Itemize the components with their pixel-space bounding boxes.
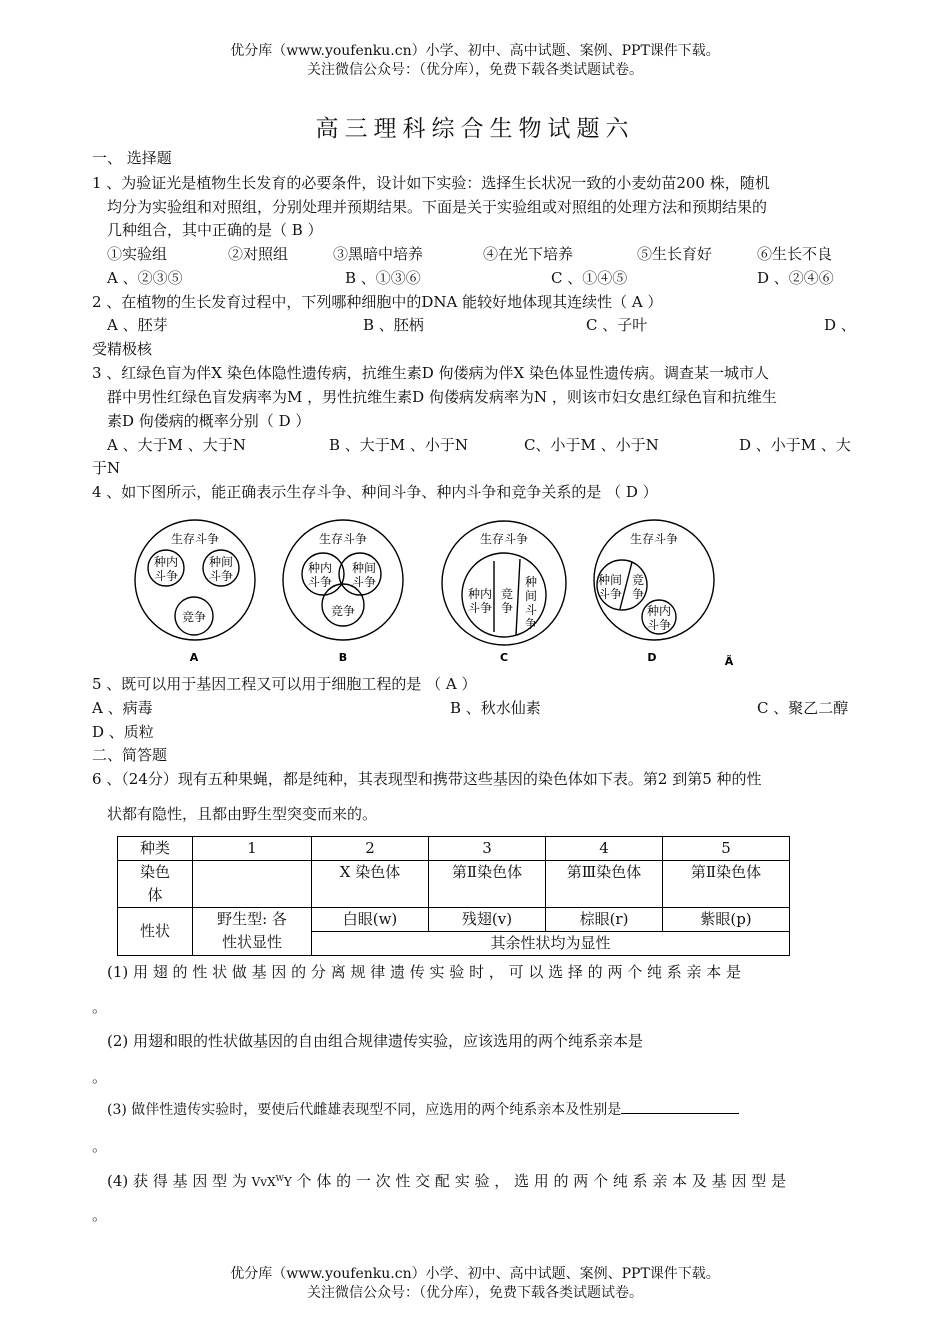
diagram-c-outer-label: 生存斗争: [479, 532, 529, 546]
q1-item-5: ⑤生长育好: [637, 245, 713, 263]
header-line-1: 优分库（www.youfenku.cn）小学、初中、高中试题、案例、PPT课件下载。: [230, 43, 720, 59]
diagram-c-right-1: 种: [524, 575, 538, 589]
q6-sub-4-b: 个 体 的 一 次 性 交 配 实 验 ， 选 用 的 两 个 纯 系 亲 本 及 基 因 型 是: [291, 1172, 786, 1190]
q2-option-c: C 、子叶: [586, 316, 648, 334]
q2-option-b: B 、胚柄: [363, 316, 424, 334]
q3-option-d-cont: 于N: [92, 459, 121, 477]
q5-option-a: A 、病毒: [92, 699, 153, 717]
q6-line-1: 6 、（24分）现有五种果蝇，都是纯种，其表现型和携带这些基因的染色体如下表。第2 到第5 种的性: [92, 770, 762, 788]
q5-option-d: D 、质粒: [92, 723, 154, 741]
table-cell: 残翅(v): [429, 908, 546, 932]
table-cell: 种类: [118, 837, 193, 861]
q6-sub-3-end: 。: [92, 1137, 108, 1155]
diagram-c-divider-2: [516, 559, 520, 635]
q1-item-1: ①实验组: [107, 245, 168, 263]
q6-sub-3: (3) 做伴性遗传实验时，要使后代雌雄表现型不同，应选用的两个纯系亲本及性别是: [107, 1102, 622, 1118]
page-title: 高三理科综合生物试题六: [315, 116, 635, 142]
fruit-fly-table: [117, 836, 790, 956]
chromosome-label-2: 体: [147, 886, 163, 904]
table-cell-trait-label: 性状: [118, 908, 193, 956]
table-cell: X 染色体: [312, 861, 429, 908]
diagram-label-a: A: [189, 651, 199, 664]
diagram-c-mid-1: 竞: [500, 587, 514, 601]
q6-sub-4-a: (4) 获 得 基 因 型 为: [107, 1172, 252, 1190]
footer-line-1: 优分库（www.youfenku.cn）小学、初中、高中试题、案例、PPT课件下载。: [230, 1266, 720, 1282]
table-cell-chromosome-label: [118, 861, 193, 908]
wild-type-line-1: 野生型: 各: [217, 910, 287, 928]
diagram-a-outer-label: 生存斗争: [170, 532, 220, 546]
diagram-a-intra-1: 种内: [153, 555, 179, 569]
diagram-d-small-1: 种内: [646, 604, 672, 618]
q2-option-d: D 、: [824, 316, 856, 334]
q1-item-2: ②对照组: [228, 245, 289, 263]
section-short-answer-heading: 二、简答题: [92, 746, 168, 764]
diagram-label-c: C: [499, 651, 509, 664]
table-cell: 5: [663, 837, 790, 861]
diagram-d-left-1: 种间: [597, 573, 623, 587]
diagram-c-right-2: 间: [524, 589, 538, 603]
table-cell-remaining-dominant: 其余性状均为显性: [312, 932, 790, 956]
table-cell-wild-type: [193, 908, 312, 956]
wild-type-line-2: 性状显性: [221, 933, 282, 951]
table-cell: 4: [546, 837, 663, 861]
table-row: [118, 837, 790, 861]
q3-option-a: A 、大于M 、大于N: [107, 436, 246, 454]
diagram-d-mid-1: 竞: [631, 573, 645, 587]
diagram-b-compete: 竞争: [330, 604, 356, 618]
genotype-sup: W: [275, 1174, 284, 1183]
footer-line-2: 关注微信公众号：（优分库），免费下载各类试题试卷。: [307, 1285, 643, 1301]
diagram-d-small-2: 斗争: [646, 618, 672, 632]
q6-sub-3-line: [107, 1099, 739, 1121]
diagram-d-outer-label: 生存斗争: [629, 532, 679, 546]
table-cell: 第Ⅲ染色体: [546, 861, 663, 908]
diagram-c-mid-2: 争: [500, 601, 514, 615]
q6-sub-4-line: [107, 1168, 786, 1193]
diagram-b-intra-1: 种内: [307, 561, 333, 575]
q3-option-b: B 、大于M 、小于N: [329, 436, 469, 454]
diagram-c-right-3: 斗: [524, 603, 538, 617]
diagram-d-mid-2: 争: [631, 587, 645, 601]
q3-line-2: 群中男性红绿色盲发病率为M ，男性抗维生素D 佝偻病发病率为N ，则该市妇女患红绿色盲和抗维生: [107, 388, 777, 406]
q1-option-b: B 、①③⑥: [345, 269, 421, 287]
q2-option-d-text: 受精极核: [92, 340, 153, 358]
header-line-2: 关注微信公众号：（优分库），免费下载各类试题试卷。: [307, 62, 643, 78]
diagram-a-intra-2: 斗争: [153, 569, 179, 583]
table-cell: 1: [193, 837, 312, 861]
q5-option-b: B 、秋水仙素: [450, 699, 541, 717]
section-choice-heading: 一、 选择题: [92, 149, 172, 167]
q5-option-c: C 、聚乙二醇: [757, 699, 849, 717]
table-cell: 第Ⅱ染色体: [663, 861, 790, 908]
q3-option-d: D 、小于M 、大: [739, 436, 851, 454]
q5-line-1: 5 、既可以用于基因工程又可以用于细胞工程的是 （ A ）: [92, 675, 477, 693]
table-cell: 3: [429, 837, 546, 861]
genotype-y: Y: [283, 1175, 292, 1189]
table-row: [118, 908, 790, 932]
q1-option-a: A 、②③⑤: [107, 269, 183, 287]
q2-line-1: 2 、在植物的生长发育过程中，下列哪种细胞中的DNA 能较好地体现其连续性（ A ）: [92, 293, 663, 311]
q6-sub-2: (2) 用翅和眼的性状做基因的自由组合规律遗传实验，应该选用的两个纯系亲本是: [107, 1032, 644, 1050]
diagram-b-inter-2: 斗争: [351, 575, 377, 589]
diagram-b-intra-2: 斗争: [307, 575, 333, 589]
q3-line-3: 素D 佝偻病的概率分别（ D ）: [107, 412, 311, 430]
chromosome-label-1: 染色: [139, 863, 170, 881]
q1-line-3: 几种组合，其中正确的是（ B ）: [107, 221, 323, 239]
diagram-a-inter-2: 斗争: [208, 569, 234, 583]
genotype-base: VvX: [251, 1175, 276, 1189]
q6-sub-4-genotype: [252, 1175, 292, 1189]
table-row: [118, 861, 790, 908]
diagram-d-left-2: 斗争: [597, 587, 623, 601]
q3-option-c: C、小于M 、小于N: [524, 436, 659, 454]
q6-line-2: 状都有隐性，且都由野生型突变而来的。: [107, 805, 378, 823]
table-cell: 2: [312, 837, 429, 861]
q1-option-d: D 、②④⑥: [757, 269, 834, 287]
q6-sub-1: (1) 用 翅 的 性 状 做 基 因 的 分 离 规 律 遗 传 实 验 时 ， 可 以 选 择 的 两 个 纯 系 亲 本 是: [107, 963, 742, 981]
q6-sub-2-end: 。: [92, 1068, 108, 1086]
q1-item-4: ④在光下培养: [483, 245, 574, 263]
table-cell: 白眼(w): [312, 908, 429, 932]
table-cell: 棕眼(r): [546, 908, 663, 932]
table-cell: [193, 861, 312, 908]
table-cell: 紫眼(p): [663, 908, 790, 932]
q4-line-1: 4 、如下图所示，能正确表示生存斗争、种间斗争、种内斗争和竞争关系的是 （ D ）: [92, 483, 658, 501]
q1-option-c: C 、①④⑤: [551, 269, 628, 287]
q1-line-2: 均分为实验组和对照组，分别处理并预期结果。下面是关于实验组或对照组的处理方法和预期结果的: [107, 198, 768, 216]
diagram-a-inter-1: 种间: [208, 555, 234, 569]
q3-line-1: 3 、红绿色盲为伴X 染色体隐性遗传病，抗维生素D 佝偻病为伴X 染色体显性遗传病。调查某一城市人: [92, 364, 770, 382]
q6-sub-4-end: 。: [92, 1206, 108, 1224]
q6-sub-1-end: 。: [92, 998, 108, 1016]
q1-item-6: ⑥生长不良: [757, 245, 833, 263]
competition-diagram: [0, 515, 950, 675]
answer-blank[interactable]: [621, 1099, 739, 1114]
table-cell: 第Ⅱ染色体: [429, 861, 546, 908]
diagram-label-d: D: [647, 651, 657, 664]
q2-option-a: A 、胚芽: [107, 316, 168, 334]
diagram-label-b: B: [338, 651, 348, 664]
diagram-c-right-4: 争: [524, 617, 538, 631]
diagram-a-compete: 竞争: [181, 610, 207, 624]
diagram-c-left-1: 种内: [467, 587, 493, 601]
q1-item-3: ③黑暗中培养: [333, 245, 424, 263]
diagram-stray-mark: Ã: [724, 655, 734, 668]
diagram-c-left-2: 斗争: [467, 601, 493, 615]
diagram-b-inter-1: 种间: [351, 561, 377, 575]
diagram-b-outer-label: 生存斗争: [318, 532, 368, 546]
q1-line-1: 1 、为验证光是植物生长发育的必要条件，设计如下实验：选择生长状况一致的小麦幼苗200 株，随机: [92, 174, 770, 192]
